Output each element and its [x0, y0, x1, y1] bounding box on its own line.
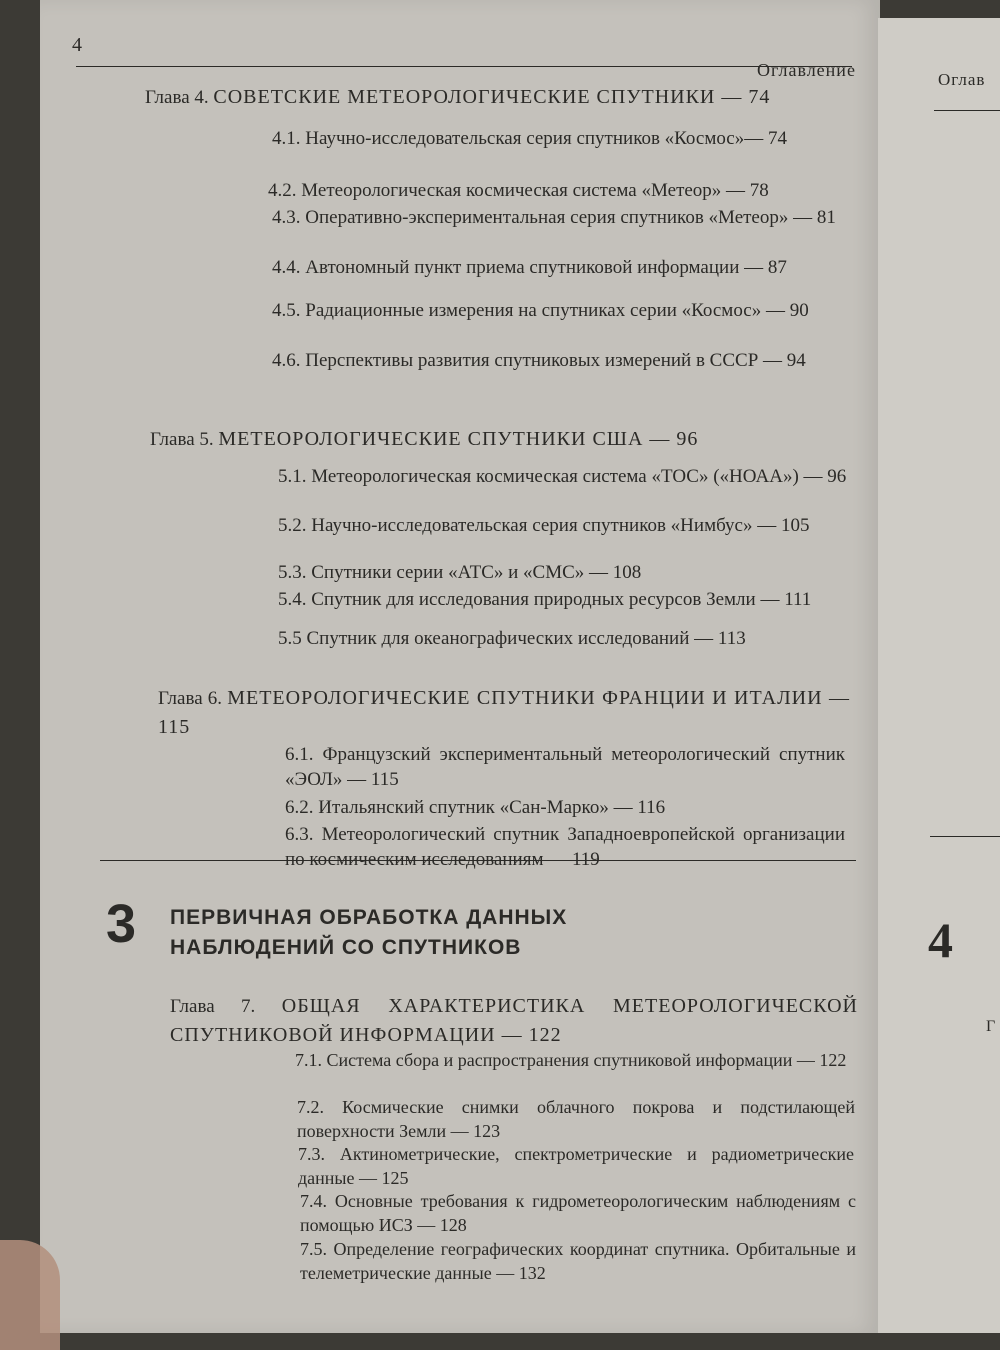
running-head: Оглавление	[757, 60, 856, 80]
chapter-title: ОБЩАЯ ХАРАКТЕРИСТИКА МЕТЕОРОЛОГИЧЕСКОЙ СПУТНИКОВОЙ ИНФОРМАЦИИ — 122	[170, 995, 859, 1046]
chapter-6-heading	[158, 684, 850, 742]
toc-entry: 6.3. Метеорологический спутник Западноевропейской организации по космическим исследованиям — 119	[285, 824, 845, 870]
next-book-page	[878, 18, 1000, 1333]
toc-entry: 4.3. Оперативно-экспериментальная серия спутников «Метеор» — 81	[272, 207, 836, 228]
toc-entry: 4.5. Радиационные измерения на спутниках серии «Космос» — 90	[272, 300, 809, 321]
toc-entry: 6.2. Итальянский спутник «Сан-Марко» — 116	[285, 797, 666, 818]
toc-entry: 5.2. Научно-исследовательская серия спутников «Нимбус» — 105	[278, 515, 810, 536]
chapter-label: Глава 5.	[150, 429, 214, 450]
chapter-title: СОВЕТСКИЕ МЕТЕОРОЛОГИЧЕСКИЕ СПУТНИКИ — 74	[213, 86, 771, 108]
toc-entry: 6.1. Французский экспериментальный метеорологический спутник «ЭОЛ» — 115	[285, 744, 845, 790]
chapter-label: Глава 4.	[145, 87, 209, 108]
next-page-part-number: 4	[928, 912, 953, 968]
toc-entry: 5.3. Спутники серии «АТС» и «СМС» — 108	[278, 562, 642, 583]
toc-entry: 7.4. Основные требования к гидрометеорологическим наблюдениям с помощью ИСЗ — 128	[300, 1191, 856, 1235]
next-page-running-head: Оглав	[938, 70, 986, 89]
chapter-5-heading	[150, 428, 698, 451]
chapter-7-heading	[170, 992, 858, 1050]
part-title	[170, 903, 567, 963]
toc-entry: 4.6. Перспективы развития спутниковых измерений в СССР — 94	[272, 350, 806, 371]
toc-entry: 4.4. Автономный пункт приема спутниковой информации — 87	[272, 257, 787, 278]
chapter-label: Глава 6.	[158, 688, 223, 709]
toc-entry: 7.5. Определение географических координат спутника. Орбитальные и телеметрические данные — 132	[300, 1239, 856, 1283]
toc-entry: 5.4. Спутник для исследования природных ресурсов Земли — 111	[278, 589, 812, 610]
toc-entry: 5.5 Спутник для океанографических исследований — 113	[278, 628, 746, 649]
toc-entry: 7.1. Система сбора и распространения спутниковой информации — 122	[295, 1050, 847, 1070]
chapter-label: Глава 7.	[170, 996, 256, 1017]
thumb	[0, 1240, 60, 1350]
toc-entry: 7.2. Космические снимки облачного покрова и подстилающей поверхности Земли — 123	[297, 1097, 855, 1141]
part-title-line-1: ПЕРВИЧНАЯ ОБРАБОТКА ДАННЫХ	[170, 906, 568, 929]
chapter-title: МЕТЕОРОЛОГИЧЕСКИЕ СПУТНИКИ ФРАНЦИИ И ИТАЛИИ — 115	[158, 687, 850, 738]
next-page-rule-2	[930, 836, 1000, 837]
part-title-line-2: НАБЛЮДЕНИЙ СО СПУТНИКОВ	[170, 936, 522, 959]
part-divider-rule	[100, 860, 856, 861]
toc-entry: 4.1. Научно-исследовательская серия спутников «Космос»— 74	[272, 128, 787, 149]
header-rule	[76, 66, 852, 67]
chapter-4-heading	[145, 86, 770, 109]
toc-entry: 5.1. Метеорологическая космическая система «ТОС» («НОАА») — 96	[278, 466, 847, 487]
next-page-rule	[934, 110, 1000, 111]
page-number: 4	[72, 34, 82, 56]
toc-entry: 7.3. Актинометрические, спектрометрические и радиометрические данные — 125	[298, 1144, 854, 1188]
next-page-fragment: Г	[986, 1018, 996, 1035]
toc-entry: 4.2. Метеорологическая космическая система «Метеор» — 78	[268, 180, 769, 201]
chapter-title: МЕТЕОРОЛОГИЧЕСКИЕ СПУТНИКИ США — 96	[218, 428, 699, 450]
part-number: 3	[106, 894, 137, 954]
